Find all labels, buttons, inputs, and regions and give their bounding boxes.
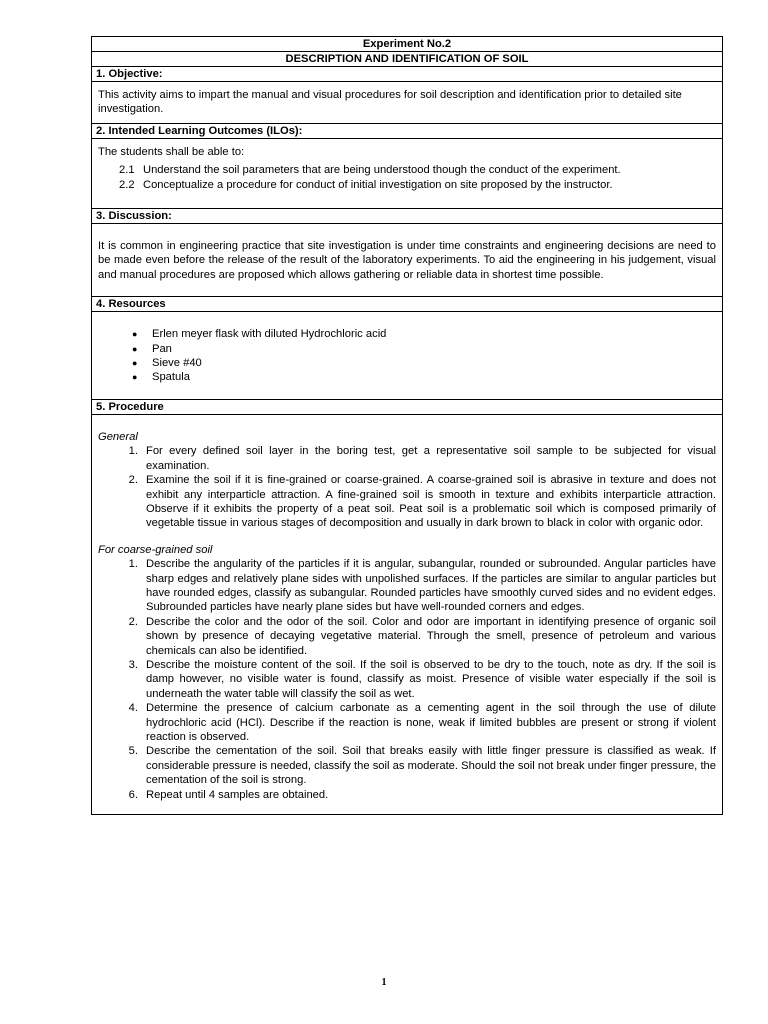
step-number: 1. <box>128 558 138 571</box>
document-page <box>91 36 723 815</box>
objective-heading: 1. Objective: <box>92 67 723 82</box>
resources-list <box>98 327 716 385</box>
bullet-icon: ● <box>132 329 138 340</box>
list-item <box>132 356 716 370</box>
list-item <box>98 788 716 802</box>
step-text: Examine the soil if it is fine-grained or coarse-grained. A coarse-grained soil is abrasive in texture and does not exhibit any interparticle attraction. A fine-grained soil is smooth in texture and exhibits interparticle attraction. Observe if it exhibits the property of a peat soil. Peat soil is a problematic soil which is composed primarily of vegetable tissue in various stages of decomposition and usually in dark brown to black in color with organic odor. <box>146 474 716 530</box>
resource-text: Erlen meyer flask with diluted Hydrochloric acid <box>152 328 387 341</box>
step-number: 4. <box>128 702 138 715</box>
step-number: 1. <box>128 445 138 458</box>
bullet-icon: ● <box>132 358 138 369</box>
step-text: Repeat until 4 samples are obtained. <box>146 788 329 801</box>
bullet-icon: ● <box>132 372 138 383</box>
objective-section <box>92 82 723 124</box>
step-number: 5. <box>128 745 138 758</box>
resource-text: Spatula <box>152 371 190 384</box>
step-text: Determine the presence of calcium carbonate as a cementing agent in the soil through the use of dilute hydrochloric acid (HCl). Describe if the reaction is none, weak if limited bubbles are present or strong if violent reaction is observed. <box>146 702 716 743</box>
bullet-icon: ● <box>132 343 138 354</box>
step-number: 3. <box>128 658 138 671</box>
list-item <box>98 444 716 473</box>
step-text: Describe the color and the odor of the soil. Color and odor are important in identifying presence of organic soil shown by presence of decaying vegetative material. Through the smell, presence of petroleum and various chemicals can also be identified. <box>146 615 716 657</box>
coarse-subheading: For coarse-grained soil <box>98 543 213 556</box>
ilo-item-number: 2.2 <box>119 178 135 191</box>
step-text: Describe the moisture content of the soil. If the soil is observed to be dry to the touch, note as dry. If the soil is damp however, no visible water is found, classify as moist. Presence of visible water especially if the soil is underneath the water table will classify the soil as wet. <box>146 658 716 700</box>
list-item <box>132 370 716 384</box>
step-text: Describe the cementation of the soil. Soil that breaks easily with little finger pressure is classified as weak. If considerable pressure is needed, classify the soil as moderate. Should the soil not break under finger pressure, the cementation of the soil is strong. <box>146 745 716 787</box>
list-item <box>98 615 716 658</box>
list-item <box>98 557 716 615</box>
objective-text: This activity aims to impart the manual and visual procedures for soil description and identification prior to detailed site investigation. <box>98 89 682 116</box>
ilo-item-text: Conceptualize a procedure for conduct of initial investigation on site proposed by the instructor. <box>143 178 613 191</box>
page-number: 1 <box>381 977 387 988</box>
list-item <box>98 701 716 744</box>
step-text: For every defined soil layer in the boring test, get a representative soil sample to be subjected for visual examination. <box>146 445 716 472</box>
spacer <box>98 531 716 543</box>
step-number: 2. <box>128 474 138 487</box>
discussion-heading: 3. Discussion: <box>92 209 723 224</box>
list-item <box>98 744 716 787</box>
general-steps-list <box>98 444 716 530</box>
ilo-intro: The students shall be able to: <box>98 145 245 158</box>
resources-section <box>92 312 723 400</box>
experiment-table <box>91 36 723 815</box>
step-text: Describe the angularity of the particles if it is angular, subangular, rounded or subrounded. Angular particles have sharp edges and relatively plane sides with unpolished surfaces. If the particles are similar to angular particles but have rounded edges, classify as subangular. Rounded particles have smoothly curved sides and no evident edges. Subrounded particles have nearly plane sides but have well-rounded corners and edges. <box>146 558 716 614</box>
ilo-heading: 2. Intended Learning Outcomes (ILOs): <box>92 123 723 138</box>
resource-text: Sieve #40 <box>152 357 202 370</box>
procedure-section <box>92 414 723 814</box>
list-item <box>132 327 716 341</box>
experiment-title: Experiment No.2 <box>92 37 723 52</box>
resources-heading: 4. Resources <box>92 297 723 312</box>
ilo-item <box>98 178 716 192</box>
experiment-subtitle: DESCRIPTION AND IDENTIFICATION OF SOIL <box>92 52 723 67</box>
step-number: 6. <box>128 788 138 801</box>
ilo-item-text: Understand the soil parameters that are being understood though the conduct of the experiment. <box>143 164 621 177</box>
resource-text: Pan <box>152 342 172 355</box>
ilo-item <box>98 163 716 177</box>
procedure-heading: 5. Procedure <box>92 399 723 414</box>
list-item <box>98 658 716 701</box>
list-item <box>132 342 716 356</box>
ilo-item-number: 2.1 <box>119 164 135 177</box>
coarse-steps-list <box>98 557 716 802</box>
list-item <box>98 473 716 531</box>
discussion-section <box>92 224 723 297</box>
step-number: 2. <box>128 615 138 628</box>
discussion-text: It is common in engineering practice that site investigation is under time constraints and engineering decisions are need to be made even before the release of the result of the laboratory experiments. To aid the engineering in his judgement, visual and manual procedures are proposed which allows gathering or reliable data in shortest time possible. <box>98 240 716 281</box>
general-subheading: General <box>98 430 138 443</box>
ilo-section <box>92 138 723 208</box>
